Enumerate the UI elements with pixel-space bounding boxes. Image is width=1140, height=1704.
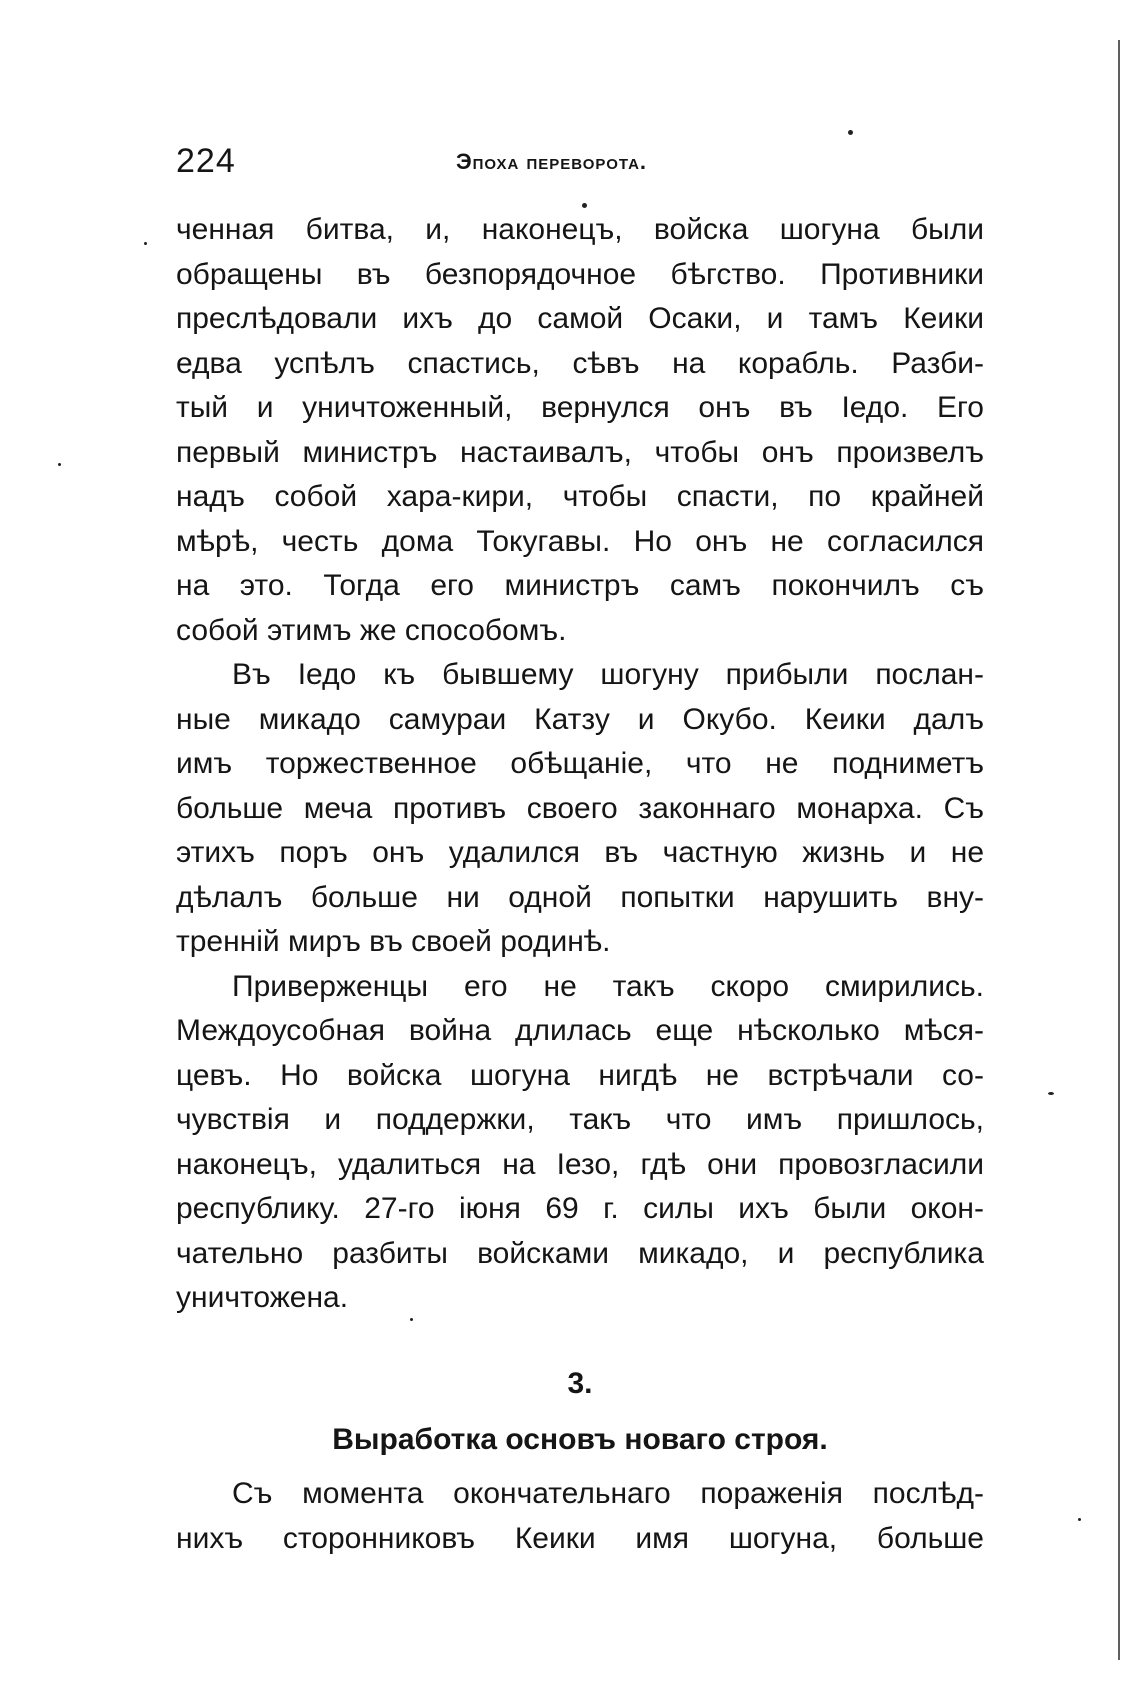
scan-speck: [410, 1318, 413, 1321]
text-line: этихъ поръ онъ удалился въ частную жизнь и не: [176, 836, 984, 869]
text-line: чувствія и поддержки, такъ что имъ пришлось,: [176, 1103, 984, 1136]
text-line: чательно разбиты войсками микадо, и республика: [176, 1236, 984, 1270]
paragraph-2: [176, 653, 984, 965]
text-line: первый министръ настаивалъ, чтобы онъ произвелъ: [176, 435, 984, 469]
section-number: 3.: [567, 1367, 593, 1400]
text-line: республику. 27-го іюня 69 г. силы ихъ были окон-: [176, 1192, 984, 1225]
text-line: дѣлалъ больше ни одной попытки нарушить вну-: [176, 880, 984, 914]
scan-speck: [848, 130, 853, 135]
text-line: имъ торжественное обѣщаніе, что не подниметъ: [176, 747, 984, 780]
scan-speck: [582, 203, 587, 208]
text-line: едва успѣлъ спастись, сѣвъ на корабль. Разби-: [176, 346, 984, 380]
text-line: наконецъ, удалиться на Іезо, гдѣ они провозгласили: [176, 1147, 984, 1181]
text-line: тренній миръ въ своей родинѣ.: [176, 925, 611, 958]
text-line: ные микадо самураи Катзу и Окубо. Кеики далъ: [176, 702, 984, 736]
scan-speck: [1078, 1518, 1081, 1521]
page-number: 224: [176, 142, 236, 180]
text-line: собой этимъ же способомъ.: [176, 613, 567, 647]
paragraph-3: [176, 965, 984, 1321]
text-line: ченная битва, и, наконецъ, войска шогуна были: [176, 213, 984, 246]
paragraph-1: [176, 208, 984, 653]
text-line: цевъ. Но войска шогуна нигдѣ не встрѣчали со-: [176, 1058, 984, 1092]
text-line: Приверженцы его не такъ скоро смирились.: [232, 969, 984, 1003]
text-line: надъ собой хара-кири, чтобы спасти, по крайней: [176, 480, 984, 513]
text-line: больше меча противъ своего законнаго монарха. Съ: [176, 791, 984, 825]
text-line: тый и уничтоженный, вернулся онъ въ Іедо. Его: [176, 391, 984, 424]
text-line: нихъ сторонниковъ Кеики имя шогуна, больше: [176, 1521, 984, 1555]
scan-speck: [144, 242, 147, 245]
text-line: мѣрѣ, честь дома Токугавы. Но онъ не согласился: [176, 524, 984, 558]
text-line: на это. Тогда его министръ самъ покончилъ съ: [176, 569, 984, 602]
text-line: Въ Іедо къ бывшему шогуну прибыли послан-: [232, 658, 984, 691]
text-line: уничтожена.: [176, 1281, 349, 1314]
scan-edge-line: [1118, 40, 1120, 1660]
text-line: Съ момента окончательнаго пораженія послѣд-: [232, 1477, 984, 1510]
scan-speck: [1048, 1092, 1054, 1095]
main-text: [176, 208, 984, 1321]
text-line: Междоусобная война длилась еще нѣсколько мѣся-: [176, 1014, 984, 1047]
running-head: Эпоха переворота.: [456, 149, 648, 174]
scan-speck: [58, 463, 61, 466]
section-text: [176, 1472, 984, 1561]
page-header: [176, 138, 986, 188]
paragraph-4: [176, 1472, 984, 1561]
section-title: Выработка основъ новаго строя.: [332, 1423, 828, 1456]
text-line: преслѣдовали ихъ до самой Осаки, и тамъ Кеики: [176, 302, 984, 335]
text-line: обращены въ безпорядочное бѣгство. Противники: [176, 257, 984, 291]
